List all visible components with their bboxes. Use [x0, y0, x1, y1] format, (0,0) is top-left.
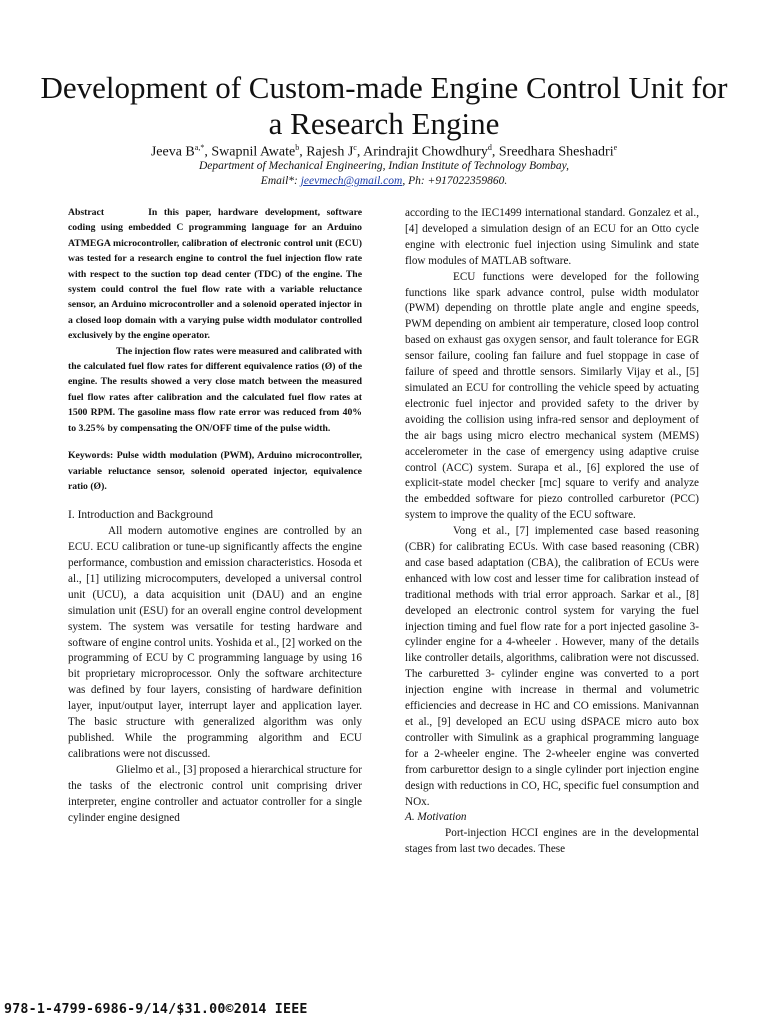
body-paragraph: Port-injection HCCI engines are in the developmental stages from last two decades. These: [405, 827, 699, 856]
author-name: Arindrajit Chowdhury: [363, 144, 488, 160]
keywords: Keywords: Pulse width modulation (PWM), Arduino microcontroller, variable reluctance sensor, solenoid operated injector, equivalence ratio (Ø).: [68, 450, 362, 492]
author-list: Jeeva $B^{a,*}$, Swapnil Awate$^b$, Rajesh $J^c$, Arindrajit Chowdhury$^d$, Sreedhara Sheshadri$^e$: [150, 143, 618, 160]
author-affiliation-mark: c: [353, 143, 357, 152]
subsection-heading: A. Motivation: [405, 811, 467, 824]
body-paragraph: All modern automotive engines are controlled by an ECU. ECU calibration or tune-up significantly affects the engine performance, combustion and emission characteristics. Hosoda et al., [1] utilizing microcomputers, developed a universal control unit (UCU), a data acquisition unit (DAU) and an engine simulation unit (ESU) for an overall engine control development system. The system was versatile for testing hardware and software of engine control units. Yoshida et al., [2] worked on the programming of ECU by C programming language by using 16 bit proprietary microprocessor. Only the software architecture was defined by four layers, consisting of hardware definition layer, input/output layer, interrupt layer and application layer. The basic structure with generalized algorithm was only published. While the programming algorithm and ECU calibrations were not discussed.: [68, 525, 362, 760]
body-paragraph: Vong et al., [7] implemented case based reasoning (CBR) for calibrating ECUs. With case based reasoning (CBR) and case based adaptation (CBA), the calibration of ECUs were enhanced with low cost and lesser time for calibration instead of traditional methods with trial error approach. Sarkar et al., [8] developed an electronic control system for varying the fuel injection timing and fuel flow rate for a port injected gasoline 3-cylinder engine for a 4-wheeler . However, many of the details like controller details, algorithms, calibration were not discussed. The carburetted 3- cylinder engine was converted to a port injection engine with increase in thermal and volumetric efficiencies and decrease in HC and CO emissions. Manivannan et al., [9] developed an ECU using dSPACE micro auto box controller with Simulink as a graphical programming language for a 2-wheeler engine. The 2-wheeler engine was converted from carburettor design to a single cylinder port injection engine design with reductions in CO, HC, specific fuel consumption and NOx.: [405, 525, 699, 808]
body-paragraph: Glielmo et al., [3] proposed a hierarchical structure for the tasks of the electronic control unit comprising driver interpreter, engine controller and actuator controller for a single cylinder engine designed: [68, 763, 362, 824]
author-name: Swapnil Awate: [211, 144, 296, 160]
affiliation: Department of Mechanical Engineering, Indian Institute of Technology Bombay,: [198, 160, 570, 172]
author-affiliation-mark: a,*: [194, 143, 205, 152]
abstract-paragraph: [68, 205, 362, 344]
email-label: Email*:: [260, 175, 298, 187]
author-affiliation-mark: e: [613, 143, 618, 152]
email-link[interactable]: jeevmech@gmail.com: [300, 175, 403, 187]
author-name: Rajesh J: [306, 144, 354, 160]
copyright-footer: 978-1-4799-6986-9/14/$31.00©2014 IEEE: [4, 1002, 308, 1017]
abstract-heading: Abstract: [68, 207, 105, 218]
author-name: Jeeva B: [150, 144, 195, 160]
section-heading: I. Introduction and Background: [68, 509, 213, 522]
author-affiliation-mark: b: [295, 143, 300, 152]
author-name: Sreedhara Sheshadri: [498, 144, 614, 160]
contact-line: [40, 174, 728, 189]
phone-text: , Ph: +917022359860.: [402, 175, 508, 187]
body-paragraph: according to the IEC1499 international standard. Gonzalez et al., [4] developed a simulation design of an ECU for an Otto cycle engine with electronic fuel injection using Simulink and state flow modules of MATLAB software.: [405, 207, 699, 267]
affiliation-block: [40, 159, 728, 189]
paper-title: Development of Custom-made Engine Control Unit for a Research Engine: [40, 70, 728, 141]
abstract-paragraph: The injection flow rates were measured and calibrated with the calculated fuel flow rates for different equivalence ratios (Ø) of the engine. The results showed a very close match between the measured fuel flow rates after calibration and the calculated fuel flow rates at 1500 RPM. The gasoline mass flow rate error was reduced from 40% to 3.25% by compensating the ON/OFF time of the pulse width.: [68, 345, 362, 434]
body-paragraph: ECU functions were developed for the following functions like spark advance control, pulse width modulator (PWM) depending on throttle plate angle and engine speeds, PWM depending on ambient air temperature, closed loop control based on exhaust gas oxygen sensor, and fault tolerance for EGR sensor failure, cooling fan failure and fuel stoppage in case of failure of speed and throttle sensors. Similarly Vijay et al., [5] simulated an ECU for controlling the vehicle speed by actuating electronic fuel injector and provided safety to the driver by avoiding the collision using infra-red sensor and deployment of the air bags using micro electro mechanical system (MEMS) accelerometer in the case of emergency using adaptive cruise control (ACC) system. Surapa et al., [6] explored the use of explicit-state model checker [mc] square to verify and analyze the embedded software for piezo controlled carburetor (PCC) system to improve the quality of the ECU software.: [405, 270, 699, 522]
right-column: [405, 206, 699, 858]
left-column: [68, 205, 362, 826]
abstract-text: In this paper, hardware development, software coding using embedded C programming language for an Arduino ATMEGA microcontroller, calibration of electronic control unit (ECU) was tested for a research engine to control the fuel injection flow rate with respect to the suction top dead center (TDC) of the engine. The system could control the fuel flow rate with a variable reluctance sensor, an Arduino microcontroller and a solenoid operated injector in a closed loop domain with a varying pulse width modulator controlled exclusively by the engine operator.: [68, 207, 362, 342]
author-affiliation-mark: d: [487, 143, 492, 152]
